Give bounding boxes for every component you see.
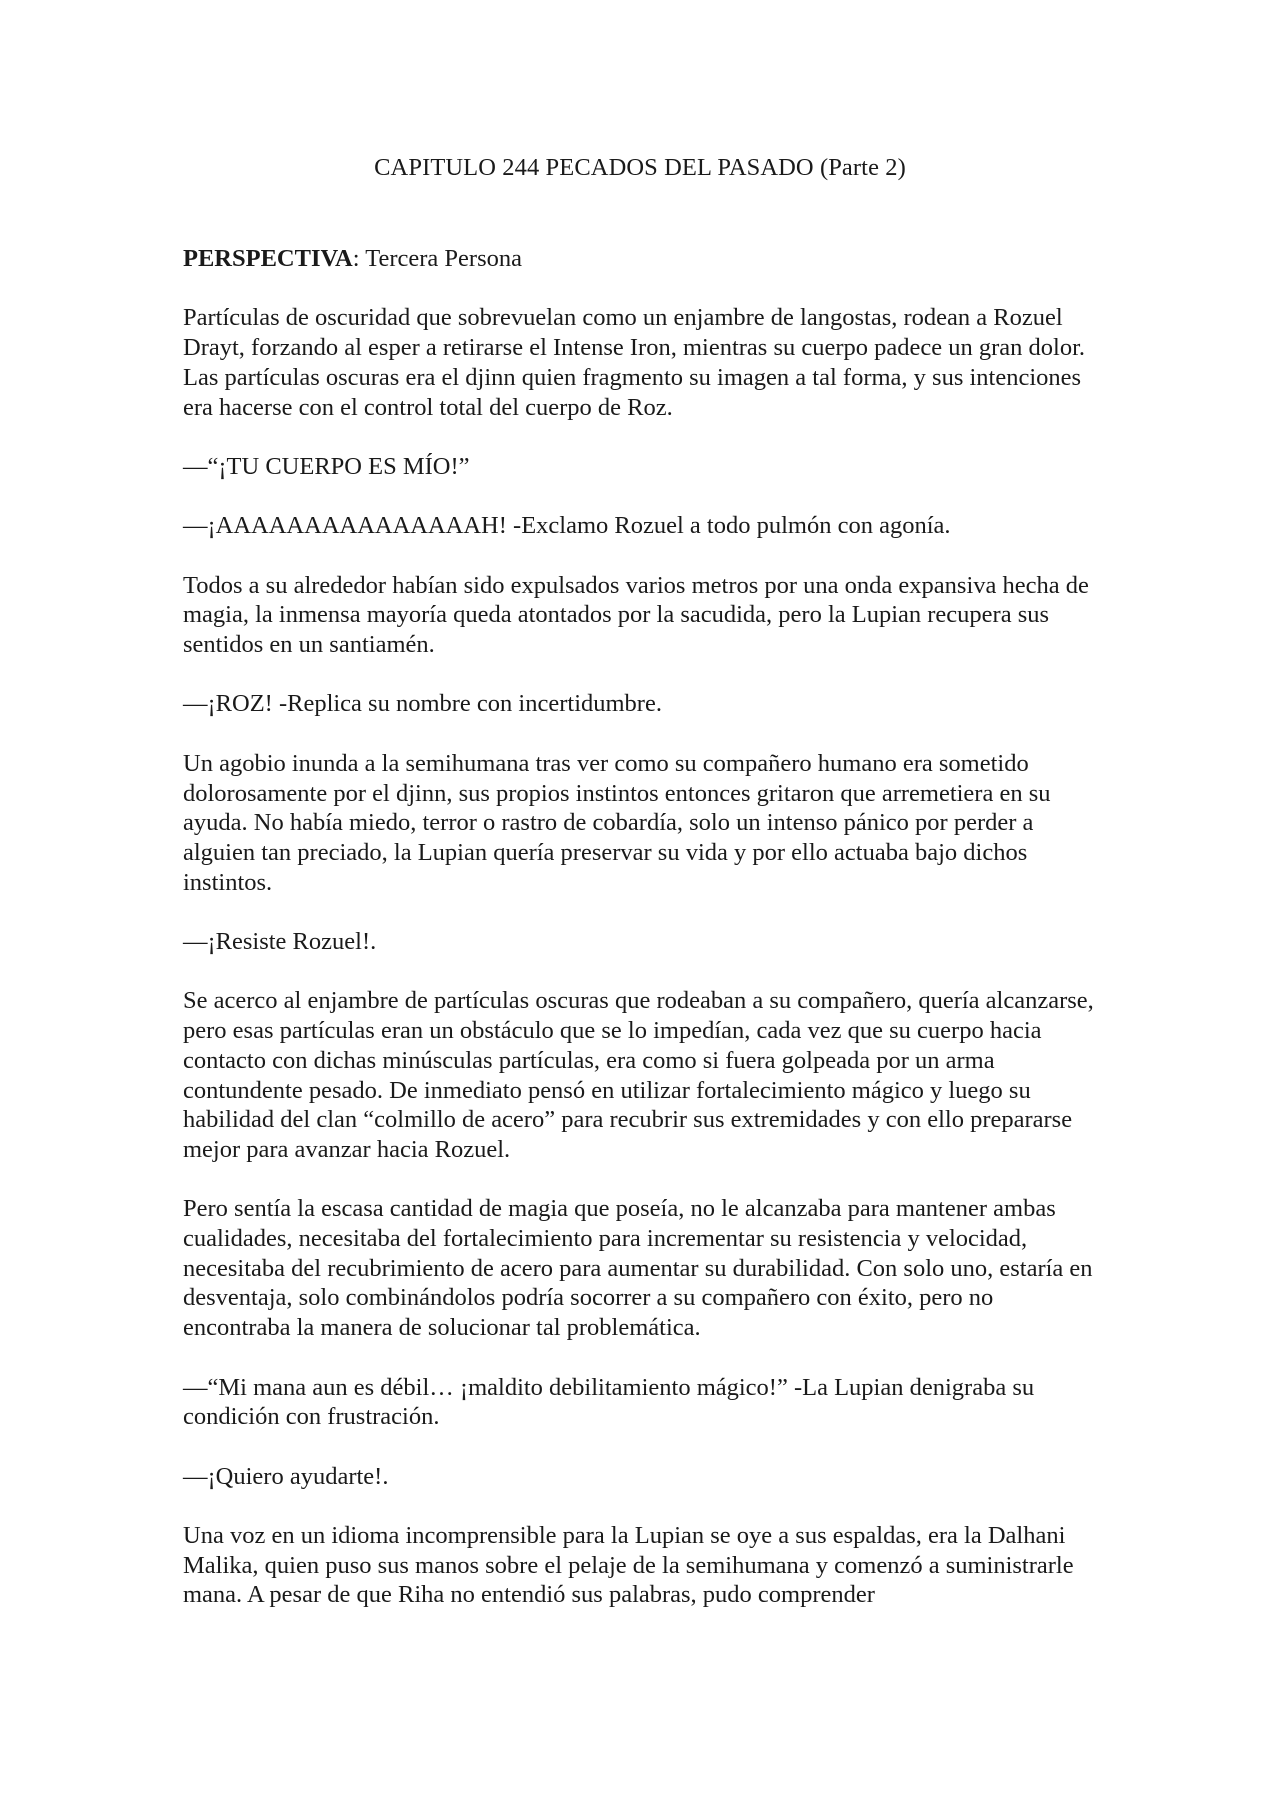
perspective-label: PERSPECTIVA — [183, 245, 353, 272]
paragraph: —¡AAAAAAAAAAAAAAAH! -Exclamo Rozuel a todo pulmón con agonía. — [183, 512, 951, 540]
paragraph: Partículas de oscuridad que sobrevuelan como un enjambre de langostas, rodean a Rozuel Drayt, forzando al esper a retirarse el Intense Iron, mientras su cuerpo padece un gran dolor. Las partículas oscuras era el djinn quien fragmento su imagen a tal forma, y sus intenciones era hacerse con el control total del cuerpo de Roz. — [183, 304, 1086, 421]
perspective-line — [183, 244, 1103, 274]
paragraph: Pero sentía la escasa cantidad de magia que poseía, no le alcanzaba para mantener ambas cualidades, necesitaba del fortalecimiento para incrementar su resistencia y velocidad, necesitaba del recubrimiento de acero para aumentar su durabilidad. Con solo uno, estaría en desventaja, solo combinándolos podría socorrer a su compañero con éxito, pero no encontraba la manera de solucionar tal problemática. — [183, 1195, 1093, 1342]
paragraph: Una voz en un idioma incomprensible para la Lupian se oye a sus espaldas, era la Dalhani Malika, quien puso sus manos sobre el pelaje de la semihumana y comenzó a suministrarle mana. A pesar de que Riha no entendió sus palabras, pudo comprender — [183, 1522, 1074, 1609]
paragraph: —“¡TU CUERPO ES MÍO!” — [183, 452, 470, 480]
paragraph: Todos a su alrededor habían sido expulsados varios metros por una onda expansiva hecha de magia, la inmensa mayoría queda atontados por la sacudida, pero la Lupian recupera sus sentidos en un santiamén. — [183, 571, 1089, 659]
paragraph: —“Mi mana aun es débil… ¡maldito debilitamiento mágico!” -La Lupian denigraba su condición con frustración. — [183, 1373, 1035, 1431]
paragraph: —¡Quiero ayudarte!. — [183, 1462, 389, 1490]
paragraph: Un agobio inunda a la semihumana tras ver como su compañero humano era sometido dolorosamente por el djinn, sus propios instintos entonces gritaron que arremetiera en su ayuda. No había miedo, terror o rastro de cobardía, solo un intenso pánico por perder a alguien tan preciado, la Lupian quería preservar su vida y por ello actuaba bajo dichos instintos. — [183, 749, 1051, 896]
perspective-value: : Tercera Persona — [352, 245, 522, 272]
chapter-title: CAPITULO 244 PECADOS DEL PASADO (Parte 2) — [374, 154, 906, 181]
paragraph: —¡Resiste Rozuel!. — [183, 928, 377, 956]
paragraph: Se acerco al enjambre de partículas oscuras que rodeaban a su compañero, quería alcanzarse, pero esas partículas eran un obstáculo que se lo impedían, cada vez que su cuerpo hacia contacto con dichas minúsculas partículas, era como si fuera golpeada por un arma contundente pesado. De inmediato pensó en utilizar fortalecimiento mágico y luego su habilidad del clan “colmillo de acero” para recubrir sus extremidades y con ello prepararse mejor para avanzar hacia Rozuel. — [183, 987, 1094, 1163]
paragraph: —¡ROZ! -Replica su nombre con incertidumbre. — [183, 690, 662, 718]
document-body — [183, 244, 1103, 1640]
